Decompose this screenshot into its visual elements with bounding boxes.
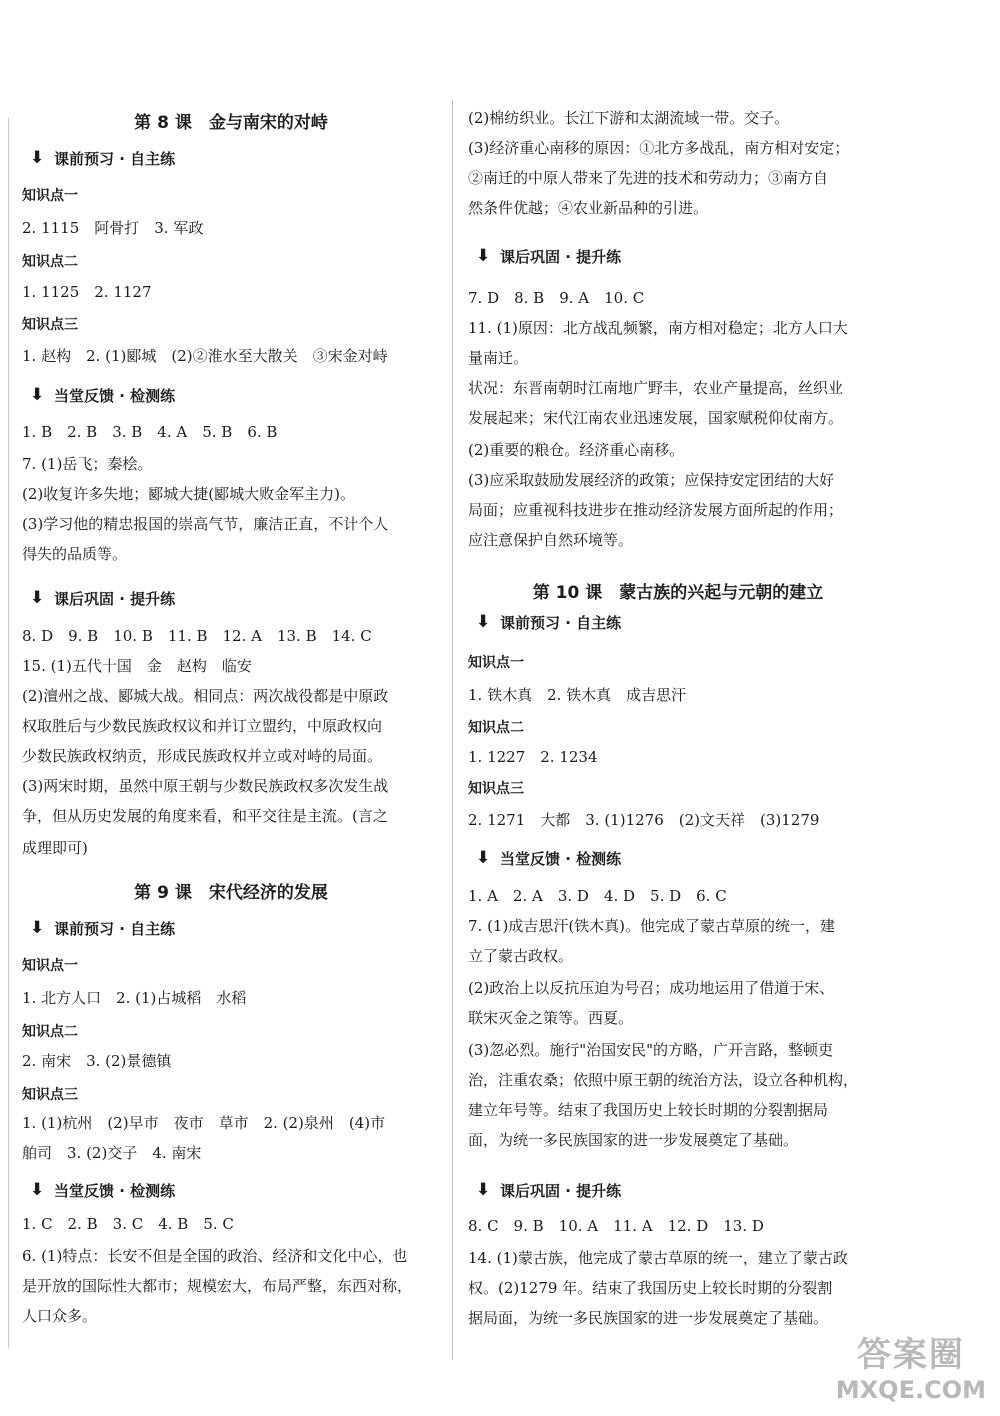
- knowledge-point-label: 知识点二: [22, 1024, 78, 1040]
- answer-line: 1. (1)杭州 (2)早市 夜市 草市 2. (2)泉州 (4)市: [22, 1114, 386, 1132]
- down-arrow-icon: ⬇: [30, 918, 45, 938]
- knowledge-point-label: 知识点二: [22, 254, 78, 270]
- answer-line: (3)学习他的精忠报国的崇高气节，廉洁正直，不计个人: [22, 515, 389, 533]
- answer-line: 状况：东晋南朝时江南地广野丰，农业产量提高，丝织业: [468, 379, 844, 397]
- section-heading: [468, 848, 621, 868]
- knowledge-point-label: 知识点三: [468, 781, 524, 797]
- answer-line: 2. 1271 大都 3. (1)1276 (2)文天祥 (3)1279: [468, 811, 820, 829]
- down-arrow-icon: ⬇: [30, 1180, 45, 1200]
- section-heading: [468, 1180, 621, 1200]
- down-arrow-icon: ⬇: [30, 385, 45, 405]
- knowledge-point-label: 知识点一: [22, 958, 78, 974]
- answer-line: (2)澶州之战、郾城大战。相同点：两次战役都是中原政: [22, 687, 389, 705]
- answer-line: 2. 1115 阿骨打 3. 军政: [22, 219, 204, 237]
- knowledge-point-label: 知识点一: [22, 188, 78, 204]
- answer-line: 1. A 2. A 3. D 4. D 5. D 6. C: [468, 887, 727, 905]
- answer-line: 8. D 9. B 10. B 11. B 12. A 13. B 14. C: [22, 627, 372, 645]
- answer-line: 7. D 8. B 9. A 10. C: [468, 289, 645, 307]
- answer-line: 发展起来；宋代江南农业迅速发展，国家赋税仰仗南方。: [468, 409, 844, 427]
- knowledge-point-label: 知识点一: [468, 655, 524, 671]
- section-heading-label: 课后巩固 · 提升练: [54, 590, 176, 608]
- answer-line: (3)经济重心南移的原因：①北方多战乱，南方相对安定；: [468, 139, 850, 157]
- answer-line: 2. 南宋 3. (2)景德镇: [22, 1052, 172, 1070]
- section-heading: [22, 385, 175, 405]
- site-watermark: [836, 1327, 986, 1404]
- answer-line: 建立年号等。结束了我国历史上较长时期的分裂割据局: [468, 1101, 829, 1119]
- answer-line: 15. (1)五代十国 金 赵构 临安: [22, 657, 252, 675]
- answer-line: 少数民族政权纳贡，形成民族政权并立或对峙的局面。: [22, 747, 383, 765]
- answer-line: 11. (1)原因：北方战乱频繁，南方相对稳定；北方人口大: [468, 319, 848, 337]
- lesson-title: 第 8 课 金与南宋的对峙: [134, 113, 328, 133]
- answer-line: 立了蒙古政权。: [468, 947, 574, 965]
- answer-line: 舶司 3. (2)交子 4. 南宋: [22, 1144, 202, 1162]
- answer-line: 1. 1227 2. 1234: [468, 748, 598, 766]
- section-heading: [22, 1180, 175, 1200]
- answer-line: (3)忽必烈。施行"治国安民"的方略，广开言路，整顿吏: [468, 1041, 834, 1059]
- answer-line: 应注意保护自然环境等。: [468, 531, 634, 549]
- answer-line: 联宋灭金之策等。西夏。: [468, 1009, 634, 1027]
- section-heading: [22, 588, 175, 608]
- knowledge-point-label: 知识点二: [468, 720, 524, 736]
- left-column: [22, 0, 440, 1416]
- answer-line: 面，为统一多民族国家的进一步发展奠定了基础。: [468, 1131, 799, 1149]
- answer-line: 权取胜后与少数民族政权议和并订立盟约，中原政权向: [22, 717, 383, 735]
- answer-line: 据局面，为统一多民族国家的进一步发展奠定了基础。: [468, 1309, 829, 1327]
- answer-line: 8. C 9. B 10. A 11. A 12. D 13. D: [468, 1217, 764, 1235]
- answer-line: (2)重要的粮仓。经济重心南移。: [468, 441, 685, 459]
- answer-line: 然条件优越；④农业新品种的引进。: [468, 199, 709, 217]
- knowledge-point-label: 知识点三: [22, 1087, 78, 1103]
- answer-line: 1. B 2. B 3. B 4. A 5. B 6. B: [22, 423, 278, 441]
- section-heading-label: 当堂反馈 · 检测练: [500, 850, 622, 868]
- answer-line: (2)政治上以反抗压迫为号召；成功地运用了借道于宋、: [468, 979, 835, 997]
- watermark-url: MXQE.COM: [835, 1376, 986, 1404]
- section-heading-label: 课前预习 · 自主练: [54, 150, 176, 168]
- section-heading: [22, 918, 175, 938]
- answer-line: (3)两宋时期，虽然中原王朝与少数民族政权多次发生战: [22, 777, 389, 795]
- watermark-logo-text: 答案圈: [856, 1335, 965, 1375]
- down-arrow-icon: ⬇: [30, 588, 45, 608]
- section-heading: [468, 612, 621, 632]
- down-arrow-icon: ⬇: [476, 848, 491, 868]
- knowledge-point-label: 知识点三: [22, 317, 78, 333]
- right-column: [468, 0, 888, 1416]
- answer-line: 1. 1125 2. 1127: [22, 283, 152, 301]
- down-arrow-icon: ⬇: [476, 246, 491, 266]
- section-heading-label: 当堂反馈 · 检测练: [54, 1182, 176, 1200]
- answer-line: 局面；应重视科技进步在推动经济发展方面所起的作用；: [468, 501, 844, 519]
- lesson-title: 第 10 课 蒙古族的兴起与元朝的建立: [532, 583, 824, 603]
- answer-line: 争，但从历史发展的角度来看，和平交往是主流。(言之: [22, 807, 388, 825]
- down-arrow-icon: ⬇: [30, 148, 45, 168]
- answer-line: 治，注重农桑；依照中原王朝的统治方法，设立各种机构，: [468, 1071, 859, 1089]
- answer-line: 人口众多。: [22, 1307, 98, 1325]
- column-divider: [452, 100, 453, 1360]
- answer-line: 得失的品质等。: [22, 545, 128, 563]
- down-arrow-icon: ⬇: [476, 1180, 491, 1200]
- answer-line: (3)应采取鼓励发展经济的政策；应保持安定团结的大好: [468, 471, 835, 489]
- page-margin-rule: [8, 118, 9, 1348]
- section-heading: [468, 246, 621, 266]
- answer-line: 1. 铁木真 2. 铁木真 成吉思汗: [468, 686, 687, 704]
- down-arrow-icon: ⬇: [476, 612, 491, 632]
- answer-line: (2)收复许多失地；郾城大捷(郾城大败金军主力)。: [22, 485, 355, 503]
- section-heading-label: 课后巩固 · 提升练: [500, 248, 622, 266]
- answer-line: 是开放的国际性大都市；规模宏大，布局严整，东西对称，: [22, 1277, 413, 1295]
- answer-line: 14. (1)蒙古族，他完成了蒙古草原的统一，建立了蒙古政: [468, 1249, 848, 1267]
- section-heading-label: 课前预习 · 自主练: [500, 614, 622, 632]
- answer-line: 量南迁。: [468, 349, 529, 367]
- section-heading: [22, 148, 175, 168]
- answer-line: 成理即可): [22, 839, 88, 857]
- answer-line: 7. (1)成吉思汗(铁木真)。他完成了蒙古草原的统一，建: [468, 917, 836, 935]
- answer-line: 6. (1)特点：长安不但是全国的政治、经济和文化中心，也: [22, 1247, 408, 1265]
- section-heading-label: 课后巩固 · 提升练: [500, 1182, 622, 1200]
- answer-line: 7. (1)岳飞；秦桧。: [22, 455, 153, 473]
- answer-line: 1. 北方人口 2. (1)占城稻 水稻: [22, 989, 247, 1007]
- section-heading-label: 课前预习 · 自主练: [54, 920, 176, 938]
- answer-line: 1. C 2. B 3. C 4. B 5. C: [22, 1215, 234, 1233]
- answer-line: ②南迁的中原人带来了先进的技术和劳动力；③南方自: [468, 169, 829, 187]
- answer-line: (2)棉纺织业。长江下游和太湖流域一带。交子。: [468, 109, 790, 127]
- answer-line: 权。(2)1279 年。结束了我国历史上较长时期的分裂割: [468, 1279, 833, 1297]
- lesson-title: 第 9 课 宋代经济的发展: [134, 883, 328, 903]
- section-heading-label: 当堂反馈 · 检测练: [54, 387, 176, 405]
- answer-line: 1. 赵构 2. (1)郾城 (2)②淮水至大散关 ③宋金对峙: [22, 347, 388, 365]
